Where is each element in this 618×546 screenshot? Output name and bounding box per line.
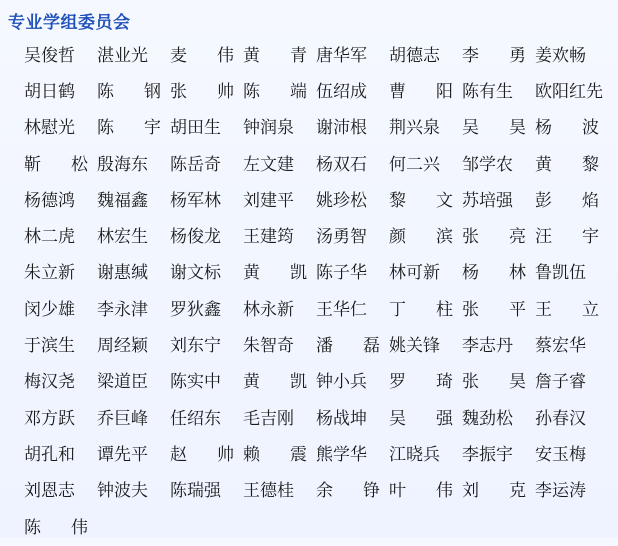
member-name: 李运涛 [535, 481, 586, 502]
member-row [24, 74, 618, 110]
member-name: 吴俊哲 [24, 45, 75, 66]
member-name: 任绍东 [170, 408, 221, 429]
member-name: 潘 磊 [316, 336, 380, 357]
member-name: 鲁凯伍 [535, 263, 586, 284]
member-name: 杨双石 [316, 154, 367, 175]
member-name: 刘东宁 [170, 336, 221, 357]
member-name: 陈实中 [170, 372, 221, 393]
member-name: 胡田生 [170, 118, 221, 139]
member-name: 陈瑞强 [170, 481, 221, 502]
member-name: 邓方跃 [24, 408, 75, 429]
member-name: 周经颖 [97, 336, 148, 357]
member-name: 荆兴泉 [389, 118, 440, 139]
member-name: 于滨生 [24, 336, 75, 357]
member-row [24, 256, 618, 292]
member-name: 杨 林 [462, 263, 526, 284]
member-name: 张 亮 [462, 227, 526, 248]
member-name: 赖 震 [243, 444, 307, 465]
section-title: 专业学组委员会 [8, 13, 131, 33]
member-name: 李永津 [97, 299, 148, 320]
member-name: 陈 伟 [24, 517, 88, 538]
member-name: 叶 伟 [389, 481, 453, 502]
member-name: 魏福鑫 [97, 190, 148, 211]
member-name: 安玉梅 [535, 444, 586, 465]
member-name: 黎 文 [389, 190, 453, 211]
member-name: 左文建 [243, 154, 294, 175]
member-name: 谭先平 [97, 444, 148, 465]
member-name: 李 勇 [462, 45, 526, 66]
member-name: 颜 滨 [389, 227, 453, 248]
member-name: 魏劲松 [462, 408, 513, 429]
member-name: 林可新 [389, 263, 440, 284]
member-name: 胡德志 [389, 45, 440, 66]
member-name: 张 平 [462, 299, 526, 320]
member-name: 詹子睿 [535, 372, 586, 393]
member-name: 陈岳奇 [170, 154, 221, 175]
member-name: 林永新 [243, 299, 294, 320]
member-name: 赵 帅 [170, 444, 234, 465]
member-name: 姚珍松 [316, 190, 367, 211]
member-name: 钟小兵 [316, 372, 367, 393]
member-name: 苏培强 [462, 190, 513, 211]
member-name: 何二兴 [389, 154, 440, 175]
member-name: 杨军林 [170, 190, 221, 211]
member-row [24, 510, 618, 546]
member-row [24, 111, 618, 147]
member-row [24, 437, 618, 473]
member-name: 李振宇 [462, 444, 513, 465]
member-name: 孙春汉 [535, 408, 586, 429]
member-name: 唐华军 [316, 45, 367, 66]
member-row [24, 292, 618, 328]
member-name: 谢文标 [170, 263, 221, 284]
member-name: 梅汉尧 [24, 372, 75, 393]
member-name: 钟波夫 [97, 481, 148, 502]
member-name: 刘 克 [462, 481, 526, 502]
member-name: 汤勇智 [316, 227, 367, 248]
member-name: 麦 伟 [170, 45, 234, 66]
member-name: 林二虎 [24, 227, 75, 248]
member-name: 胡日鹤 [24, 81, 75, 102]
member-name: 蔡宏华 [535, 336, 586, 357]
member-row [24, 219, 618, 255]
member-name: 刘建平 [243, 190, 294, 211]
member-name: 姜欢畅 [535, 45, 586, 66]
member-name: 王 立 [535, 299, 599, 320]
member-name: 林慰光 [24, 118, 75, 139]
member-name: 余 铮 [316, 481, 380, 502]
member-name: 汪 宇 [535, 227, 599, 248]
member-row [24, 365, 618, 401]
member-name: 丁 柱 [389, 299, 453, 320]
member-name: 闵少雄 [24, 299, 75, 320]
member-name: 靳 松 [24, 154, 88, 175]
member-name: 王建筠 [243, 227, 294, 248]
member-row [24, 183, 618, 219]
member-name: 陈子华 [316, 263, 367, 284]
member-name: 毛吉刚 [243, 408, 294, 429]
member-name: 谢惠缄 [97, 263, 148, 284]
member-name: 吴 强 [389, 408, 453, 429]
member-name: 黄 青 [243, 45, 307, 66]
member-name: 殷海东 [97, 154, 148, 175]
member-name: 杨战坤 [316, 408, 367, 429]
member-name: 黄 凯 [243, 372, 307, 393]
member-name: 李志丹 [462, 336, 513, 357]
member-name: 邹学农 [462, 154, 513, 175]
member-row [24, 38, 618, 74]
member-name: 谢沛根 [316, 118, 367, 139]
member-name: 黄 凯 [243, 263, 307, 284]
member-name: 江晓兵 [389, 444, 440, 465]
member-name: 梁道臣 [97, 372, 148, 393]
member-name: 王华仁 [316, 299, 367, 320]
member-name: 王德桂 [243, 481, 294, 502]
member-name: 罗狄鑫 [170, 299, 221, 320]
member-name: 伍绍成 [316, 81, 367, 102]
member-name: 彭 焰 [535, 190, 599, 211]
member-name: 杨德鸿 [24, 190, 75, 211]
member-name: 黄 黎 [535, 154, 599, 175]
member-name: 吴 昊 [462, 118, 526, 139]
member-name: 刘恩志 [24, 481, 75, 502]
member-name: 罗 琦 [389, 372, 453, 393]
member-row [24, 147, 618, 183]
member-row [24, 328, 618, 364]
member-name: 林宏生 [97, 227, 148, 248]
member-name: 姚关锋 [389, 336, 440, 357]
member-name: 陈有生 [462, 81, 513, 102]
member-name: 湛业光 [97, 45, 148, 66]
member-name: 钟润泉 [243, 118, 294, 139]
member-name: 熊学华 [316, 444, 367, 465]
member-grid [24, 38, 618, 546]
member-name: 陈 钢 [97, 81, 161, 102]
member-name: 乔巨峰 [97, 408, 148, 429]
member-name: 杨俊龙 [170, 227, 221, 248]
member-name: 张 帅 [170, 81, 234, 102]
member-name: 杨 波 [535, 118, 599, 139]
member-name: 陈 端 [243, 81, 307, 102]
member-name: 欧阳红先 [535, 81, 603, 102]
member-name: 朱立新 [24, 263, 75, 284]
member-name: 陈 宇 [97, 118, 161, 139]
member-row [24, 474, 618, 510]
member-row [24, 401, 618, 437]
member-name: 朱智奇 [243, 336, 294, 357]
member-name: 胡孔和 [24, 444, 75, 465]
member-name: 张 昊 [462, 372, 526, 393]
member-name: 曹 阳 [389, 81, 453, 102]
